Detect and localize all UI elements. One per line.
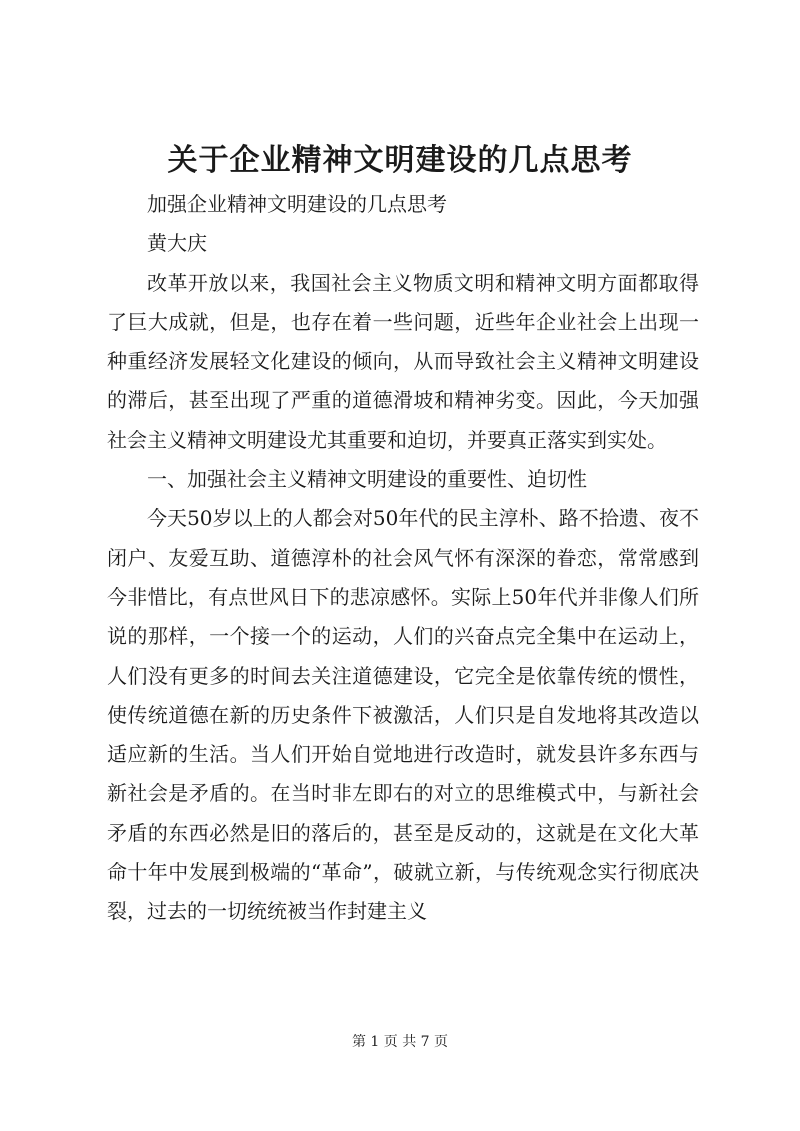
body-paragraph: 今天50岁以上的人都会对50年代的民主淳朴、路不拾遗、夜不闭户、友爱互助、道德淳朴的社会风气怀有深深的眷恋，常常感到今非惜比，有点世风日下的悲凉感怀。实际上50年代并非像人们所说的那样，一个接一个的运动，人们的兴奋点完全集中在运动上，人们没有更多的时间去关注道德建设，它完全是依靠传统的惯性，使传统道德在新的历史条件下被激活，人们只是自发地将其改造以适应新的生活。当人们开始自觉地进行改造时，就发县许多东西与新社会是矛盾的。在当时非左即右的对立的思维模式中，与新社会矛盾的东西必然是旧的落后的，甚至是反动的，这就是在文化大革命十年中发展到极端的“革命”，破就立新，与传统观念实行彻底决裂，过去的一切统统被当作封建主义 <box>107 506 699 924</box>
subtitle-paragraph: 加强企业精神文明建设的几点思考 <box>147 192 447 216</box>
document-body <box>107 185 699 932</box>
document-title: 关于企业精神文明建设的几点思考 <box>167 143 633 178</box>
page-footer: 第 1 页 共 7 页 <box>351 1034 449 1050</box>
author-paragraph: 黄大庆 <box>147 231 207 256</box>
body-paragraph: 改革开放以来，我国社会主义物质文明和精神文明方面都取得了巨大成就，但是，也存在着一些问题，近些年企业社会上出现一种重经济发展轻文化建设的倾向，从而导致社会主义精神文明建设的滞后，甚至出现了严重的道德滑坡和精神劣变。因此，今天加强社会主义精神文明建设尤其重要和迫切，并要真正落实到实处。 <box>107 270 699 452</box>
section-heading: 一、加强社会主义精神文明建设的重要性、迫切性 <box>147 467 587 492</box>
